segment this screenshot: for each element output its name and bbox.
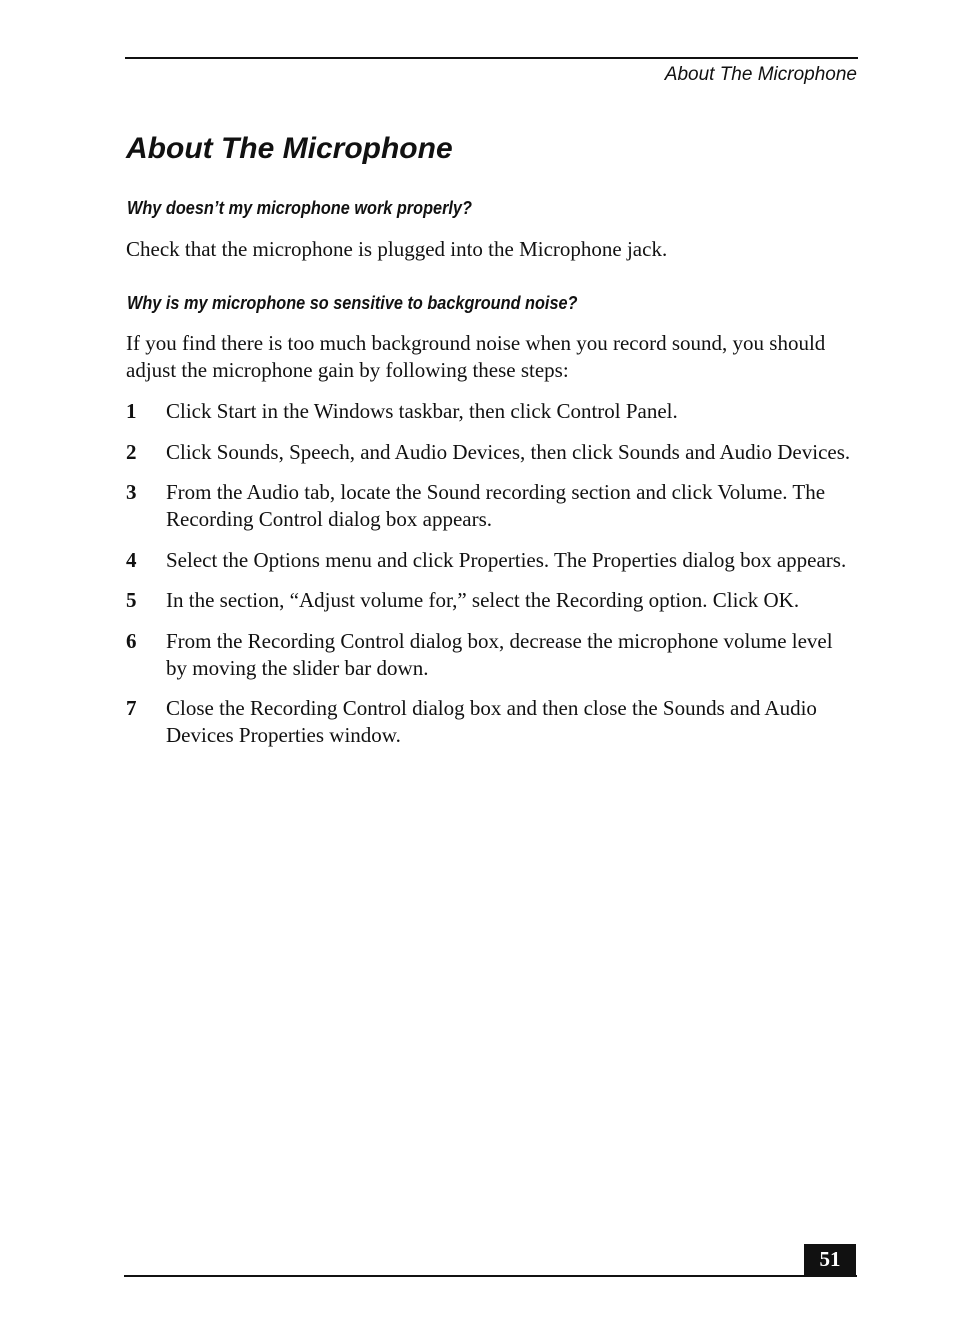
step-number: 2 — [126, 439, 137, 464]
step-item — [126, 587, 856, 614]
page-number-badge: 51 — [804, 1244, 856, 1276]
answer-paragraph: If you find there is too much background noise when you record sound, you should adjust the microphone gain by following these steps: — [126, 331, 826, 382]
steps-list — [126, 398, 856, 763]
step-number: 5 — [126, 588, 137, 612]
step-number: 7 — [126, 696, 137, 720]
step-number: 4 — [126, 547, 137, 572]
step-item — [126, 439, 856, 466]
step-text: From the Audio tab, locate the Sound recording section and click Volume. The Recording Control dialog box appears. — [166, 480, 826, 531]
step-text: In the section, “Adjust volume for,” select the Recording option. Click OK. — [166, 588, 800, 612]
step-item — [126, 479, 856, 533]
footer-rule — [124, 1275, 857, 1277]
answer-paragraph: Check that the microphone is plugged into the Microphone jack. — [126, 237, 668, 261]
step-text: Select the Options menu and click Properties. The Properties dialog box appears. — [166, 547, 847, 572]
question-heading: Why doesn’t my microphone work properly? — [127, 197, 472, 218]
step-text: Close the Recording Control dialog box and then close the Sounds and Audio Devices Properties window. — [166, 696, 817, 747]
page-title: About The Microphone — [126, 132, 453, 165]
step-text: From the Recording Control dialog box, decrease the microphone volume level by moving the slider bar down. — [166, 628, 833, 680]
step-item — [126, 628, 856, 682]
question-heading: Why is my microphone so sensitive to background noise? — [127, 292, 578, 313]
step-number: 3 — [126, 480, 137, 504]
step-item — [126, 547, 856, 574]
step-text: Click Start in the Windows taskbar, then click Control Panel. — [166, 399, 678, 423]
step-number: 1 — [126, 399, 137, 423]
step-item — [126, 398, 856, 425]
step-text: Click Sounds, Speech, and Audio Devices, then click Sounds and Audio Devices. — [166, 439, 851, 464]
step-number: 6 — [126, 628, 137, 653]
step-item — [126, 695, 856, 749]
header-rule — [125, 57, 858, 59]
running-header: About The Microphone — [664, 64, 857, 85]
